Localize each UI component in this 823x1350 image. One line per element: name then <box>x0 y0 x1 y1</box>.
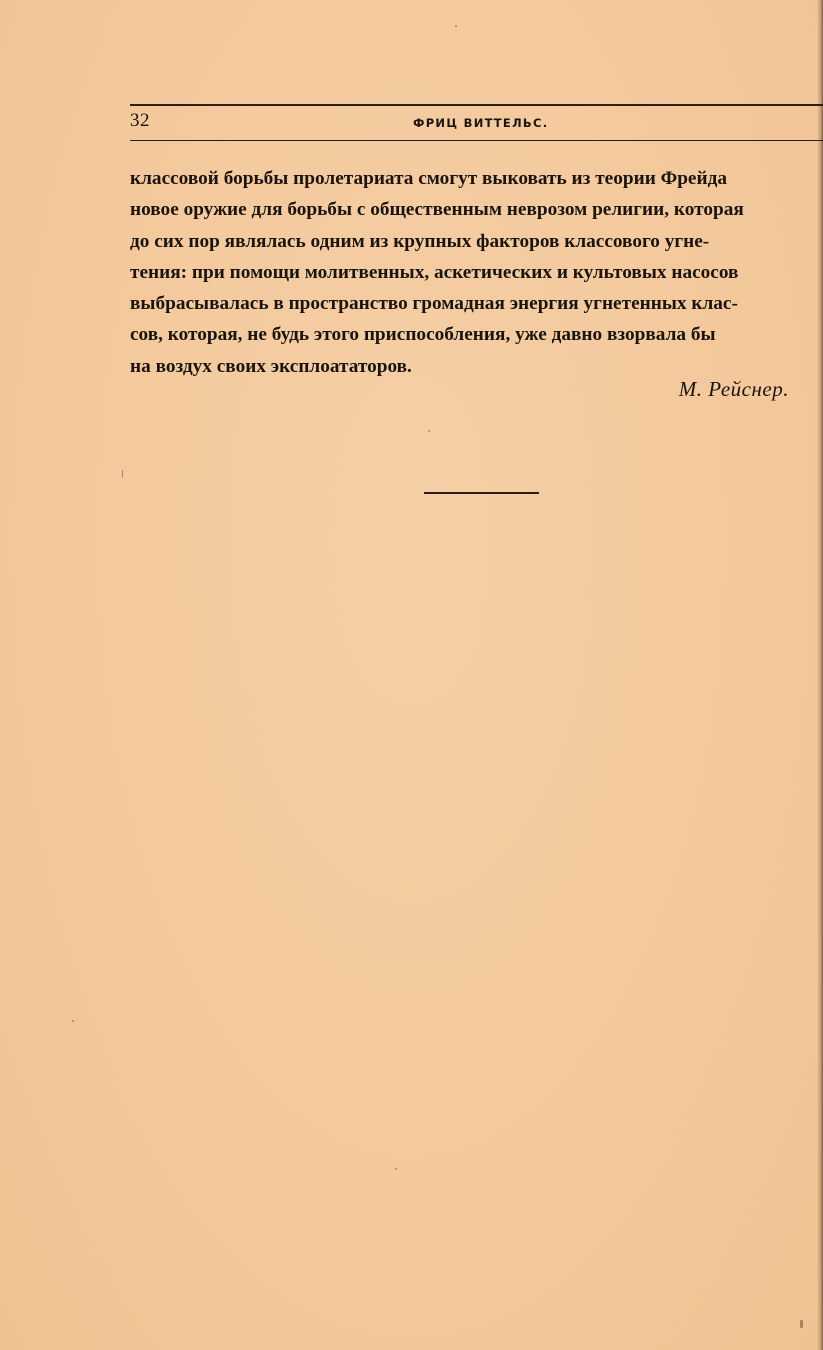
text-line: сов, которая, не будь этого приспособления, уже давно взорвала бы <box>130 324 716 346</box>
body-paragraph <box>130 163 823 382</box>
paper-speck <box>800 1320 803 1328</box>
text-line: классовой борьбы пролетариата смогут выковать из теории Фрейда <box>130 168 727 189</box>
text-line: тения: при помощи молитвенных, аскетических и культовых насосов <box>130 261 739 283</box>
text-line: на воздух своих эксплоататоров. <box>130 355 412 377</box>
text-line: до сих пор являлась одним из крупных факторов классового угне- <box>130 230 710 252</box>
text-line: выбрасывалась в пространство громадная энергия угнетенных клас- <box>130 293 738 315</box>
paper-speck <box>72 1020 74 1022</box>
header-top-rule <box>130 104 823 106</box>
header-bottom-rule <box>130 140 823 141</box>
running-head: ФРИЦ ВИТТЕЛЬС. <box>413 116 549 130</box>
author-signature: М. Рейснер. <box>678 377 789 401</box>
paper-speck <box>428 430 430 432</box>
paper-speck <box>122 470 123 478</box>
paper-speck <box>395 1168 397 1170</box>
section-separator <box>424 492 539 494</box>
paper-speck <box>455 25 457 27</box>
text-line: новое оружие для борьбы с общественным неврозом религии, которая <box>130 199 744 221</box>
page-number: 32 <box>130 110 150 131</box>
